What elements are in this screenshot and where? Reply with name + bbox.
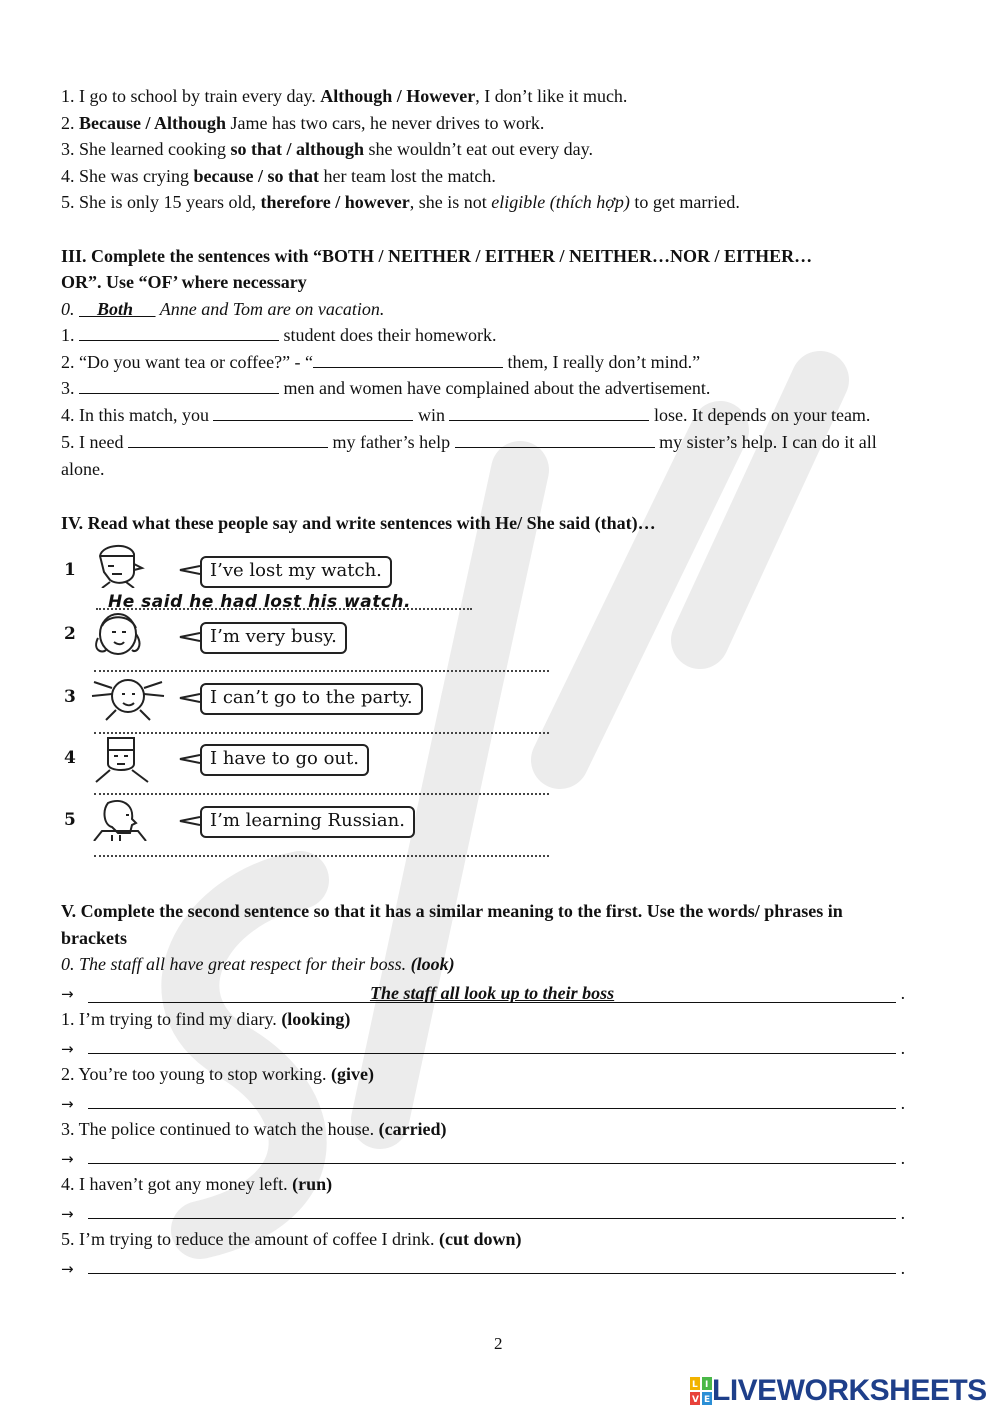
example-answer: He said he had lost his watch. [108,592,411,612]
arrow-icon: → [61,985,74,1003]
man-face-icon [90,542,152,588]
s5-answer-line: → . [61,1258,906,1278]
svg-text:V: V [692,1395,699,1405]
s5-example-answer: The staff all look up to their boss [369,983,615,1003]
svg-text:I: I [705,1380,709,1390]
s2-item-4: 4. She was crying because / so that her team lost the match. [61,166,496,186]
s3-example: 0. Both Anne and Tom are on vacation. [61,299,385,319]
s5-answer-line: → . [61,1203,906,1223]
item-number: 5 [64,810,76,830]
section4-title: IV. Read what these people say and write sentences with He/ She said (that)… [61,513,656,533]
section5-title: V. Complete the second sentence so that it has a similar meaning to the first. Use the words/ phrases in [61,901,843,921]
speech-tail-icon [178,632,200,642]
arrow-icon: → [61,1150,74,1168]
s5-example-answer-line: → The staff all look up to their boss . [61,983,906,1003]
answer-line[interactable] [94,670,549,672]
liveworksheets-logo [690,1374,987,1408]
s5-q1: 1. I’m trying to find my diary. (looking) [61,1009,351,1029]
girl-face-icon [88,674,168,722]
s3-q5: 5. I need my father’s help my sister’s help. I can do it all [61,432,877,452]
svg-text:L: L [692,1380,698,1390]
answer-blank[interactable] [128,432,328,448]
s3-q3: 3. men and women have complained about the advertisement. [61,378,711,398]
s5-answer-line: → . [61,1148,906,1168]
s5-q5: 5. I’m trying to reduce the amount of coffee I drink. (cut down) [61,1229,522,1249]
s3-q4: 4. In this match, you win lose. It depends on your team. [61,405,871,425]
arrow-icon: → [61,1095,74,1113]
speech-bubble: I’m very busy. [200,622,347,654]
speech-bubble: I’ve lost my watch. [200,556,392,588]
item-number: 1 [64,560,76,580]
s5-example: 0. The staff all have great respect for their boss. (look) [61,954,455,974]
speech-tail-icon [178,565,200,575]
page-number: 2 [494,1334,503,1353]
arrow-icon: → [61,1260,74,1278]
s2-item-1: 1. I go to school by train every day. Although / However, I don’t like it much. [61,86,628,106]
s5-q4: 4. I haven’t got any money left. (run) [61,1174,333,1194]
logo-text: LIVEWORKSHEETS [712,1374,987,1407]
boy-face-icon [90,734,156,784]
answer-blank[interactable] [88,1148,896,1164]
answer-blank[interactable] [213,405,413,421]
item-number: 4 [64,748,76,768]
arrow-icon: → [61,1040,74,1058]
answer-blank[interactable] [455,432,655,448]
s3-q2: 2. “Do you want tea or coffee?” - “ them, I really don’t mind.” [61,352,701,372]
item-number: 2 [64,624,76,644]
speech-tail-icon [178,693,200,703]
speech-tail-icon [178,816,200,826]
svg-text:E: E [704,1395,711,1405]
woman-face-icon [88,610,150,658]
answer-blank[interactable] [88,1258,896,1274]
section3-title: III. Complete the sentences with “BOTH / NEITHER / EITHER / NEITHER…NOR / EITHER… [61,246,813,266]
answer-blank[interactable] [449,405,649,421]
answer-blank[interactable] [88,1093,896,1109]
answer-blank[interactable] [88,1038,896,1054]
answer-blank[interactable] [88,1203,896,1219]
s5-q2: 2. You’re too young to stop working. (give) [61,1064,374,1084]
s2-item-3: 3. She learned cooking so that / although she wouldn’t eat out every day. [61,139,593,159]
s3-q5-cont: alone. [61,459,105,479]
s2-item-2: 2. Because / Although Jame has two cars, he never drives to work. [61,113,545,133]
s3-example-answer: Both [97,299,134,319]
answer-blank[interactable] [79,325,279,341]
s5-answer-line: → . [61,1093,906,1113]
speech-bubble: I can’t go to the party. [200,683,423,715]
answer-line[interactable] [94,793,549,795]
answer-line [96,608,472,610]
man-profile-icon [88,797,150,841]
speech-tail-icon [178,754,200,764]
item-number: 3 [64,687,76,707]
s5-answer-line: → . [61,1038,906,1058]
s2-item-5: 5. She is only 15 years old, therefore / however, she is not eligible (thích hợp) to get married. [61,192,740,212]
s5-q3: 3. The police continued to watch the house. (carried) [61,1119,447,1139]
section3-title-cont: OR”. Use “OF’ where necessary [61,272,307,292]
answer-line[interactable] [94,732,549,734]
liveworksheets-logo-icon [690,1377,712,1405]
answer-blank[interactable] [79,378,279,394]
section5-title-cont: brackets [61,928,127,948]
answer-line[interactable] [94,855,549,857]
answer-blank[interactable] [313,352,503,368]
s3-q1: 1. student does their homework. [61,325,497,345]
speech-bubble: I’m learning Russian. [200,806,415,838]
speech-bubble: I have to go out. [200,744,369,776]
arrow-icon: → [61,1205,74,1223]
